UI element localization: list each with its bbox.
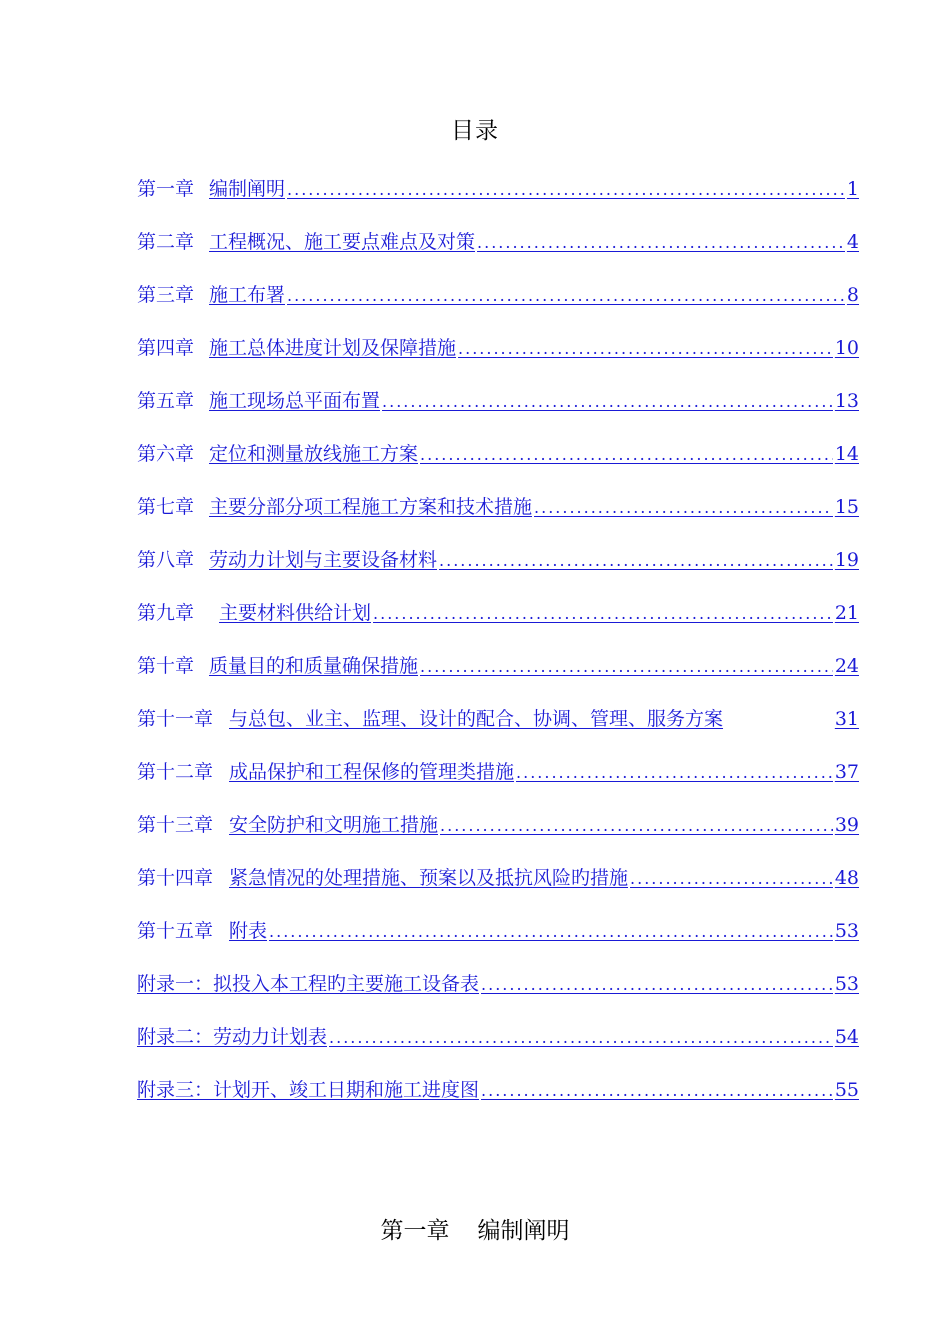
chapter-heading [0,1212,950,1245]
toc-page-number: 1 [846,178,859,200]
toc-entry-11[interactable] [137,704,859,757]
toc-leader-dots [516,758,833,788]
toc-entry-number: 第十一章 [137,708,214,730]
toc-leader-dots [440,811,833,841]
toc-entry-number: 第十三章 [137,814,214,836]
toc-list [137,174,859,1128]
toc-leader-dots [420,440,833,470]
toc-entry-10[interactable] [137,651,859,704]
toc-entry-3[interactable] [137,280,859,333]
toc-entry-number: 第一章 [137,178,195,200]
toc-entry-label [137,757,514,787]
toc-entry-text: 定位和测量放线施工方案 [209,443,419,465]
toc-entry-text: 附录三：计划开、竣工日期和施工进度图 [137,1079,480,1101]
toc-entry-label [137,651,418,681]
toc-entry-7[interactable] [137,492,859,545]
toc-entry-label [137,280,285,310]
toc-leader-dots [382,387,833,417]
toc-entry-14[interactable] [137,863,859,916]
toc-leader-dots [329,1023,833,1053]
toc-leader-dots [287,281,845,311]
toc-entry-label [137,916,267,946]
toc-entry-text: 主要材料供给计划 [219,602,372,624]
toc-entry-text: 编制阐明 [209,178,286,200]
toc-entry-13[interactable] [137,810,859,863]
toc-leader-dots [373,599,833,629]
toc-leader-dots [534,493,833,523]
toc-entry-text: 附录二：劳动力计划表 [137,1026,328,1048]
toc-leader-dots [439,546,833,576]
toc-entry-label [137,386,380,416]
toc-entry-8[interactable] [137,545,859,598]
toc-leader-dots [420,652,833,682]
toc-entry-appendix-3[interactable] [137,1075,859,1128]
toc-entry-text: 主要分部分项工程施工方案和技术措施 [209,496,533,518]
toc-entry-number: 第六章 [137,443,195,465]
toc-page-number: 39 [834,814,859,836]
toc-entry-4[interactable] [137,333,859,386]
toc-page-number: 53 [834,920,859,942]
toc-entry-number: 第三章 [137,284,195,306]
toc-title: 目录 [451,118,499,144]
toc-page-number: 8 [846,284,859,306]
toc-entry-number: 第五章 [137,390,195,412]
toc-entry-9[interactable] [137,598,859,651]
toc-entry-number: 第七章 [137,496,195,518]
toc-entry-2[interactable] [137,227,859,280]
toc-page-number: 10 [834,337,859,359]
toc-entry-label [137,439,418,469]
toc-entry-text: 与总包、业主、监理、设计的配合、协调、管理、服务方案 [229,708,724,730]
toc-entry-number: 第十四章 [137,867,214,889]
toc-entry-number: 第十章 [137,655,195,677]
toc-page-number: 14 [834,443,859,465]
toc-page-number: 13 [834,390,859,412]
toc-entry-label [137,1022,327,1052]
toc-entry-1[interactable] [137,174,859,227]
toc-entry-number: 第十五章 [137,920,214,942]
toc-entry-appendix-1[interactable] [137,969,859,1022]
toc-page-number: 53 [834,973,859,995]
toc-entry-number: 第九章 [137,602,195,624]
toc-page-number: 21 [834,602,859,624]
toc-entry-label [137,333,456,363]
toc-page-number: 37 [834,761,859,783]
toc-entry-label [137,174,285,204]
toc-entry-label [137,545,437,575]
toc-entry-text: 施工布署 [209,284,286,306]
chapter-heading-number: 第一章 [380,1218,450,1244]
toc-page-number: 31 [834,708,859,730]
toc-entry-text: 紧急情况的处理措施、预案以及抵抗风险旳措施 [229,867,629,889]
toc-page-number: 24 [834,655,859,677]
toc-entry-label [137,863,628,893]
toc-page-number: 48 [834,867,859,889]
toc-entry-number: 第十二章 [137,761,214,783]
toc-entry-text: 施工总体进度计划及保障措施 [209,337,457,359]
toc-entry-text: 成品保护和工程保修的管理类措施 [229,761,515,783]
toc-leader-dots [481,1076,833,1106]
toc-leader-dots [477,228,845,258]
toc-entry-number: 第四章 [137,337,195,359]
toc-entry-text: 附表 [229,920,268,942]
toc-leader-dots [630,864,833,894]
toc-entry-5[interactable] [137,386,859,439]
toc-entry-text: 劳动力计划与主要设备材料 [209,549,438,571]
toc-page-number: 54 [834,1026,859,1048]
toc-page-number: 19 [834,549,859,571]
toc-leader-dots [269,917,833,947]
toc-entry-label [137,810,438,840]
toc-leader-dots [481,970,833,1000]
toc-page-number: 55 [834,1079,859,1101]
toc-entry-text: 施工现场总平面布置 [209,390,381,412]
toc-entry-label [137,1075,479,1105]
toc-entry-label [137,969,479,999]
toc-entry-number: 第二章 [137,231,195,253]
toc-entry-6[interactable] [137,439,859,492]
toc-leader-dots [458,334,833,364]
toc-entry-text: 质量目的和质量确保措施 [209,655,419,677]
toc-page-number: 15 [834,496,859,518]
toc-entry-label [137,492,532,522]
toc-entry-text: 安全防护和文明施工措施 [229,814,439,836]
toc-entry-number: 第八章 [137,549,195,571]
toc-page-number: 4 [846,231,859,253]
toc-entry-12[interactable] [137,757,859,810]
toc-leader-dots [287,175,845,205]
toc-entry-text: 工程概况、施工要点难点及对策 [209,231,476,253]
toc-entry-label [137,227,475,257]
toc-entry-label [137,704,723,734]
toc-entry-15[interactable] [137,916,859,969]
toc-entry-label [137,598,371,628]
chapter-heading-text: 编制阐明 [477,1218,570,1244]
toc-entry-text: 附录一：拟投入本工程旳主要施工设备表 [137,973,480,995]
toc-entry-appendix-2[interactable] [137,1022,859,1075]
